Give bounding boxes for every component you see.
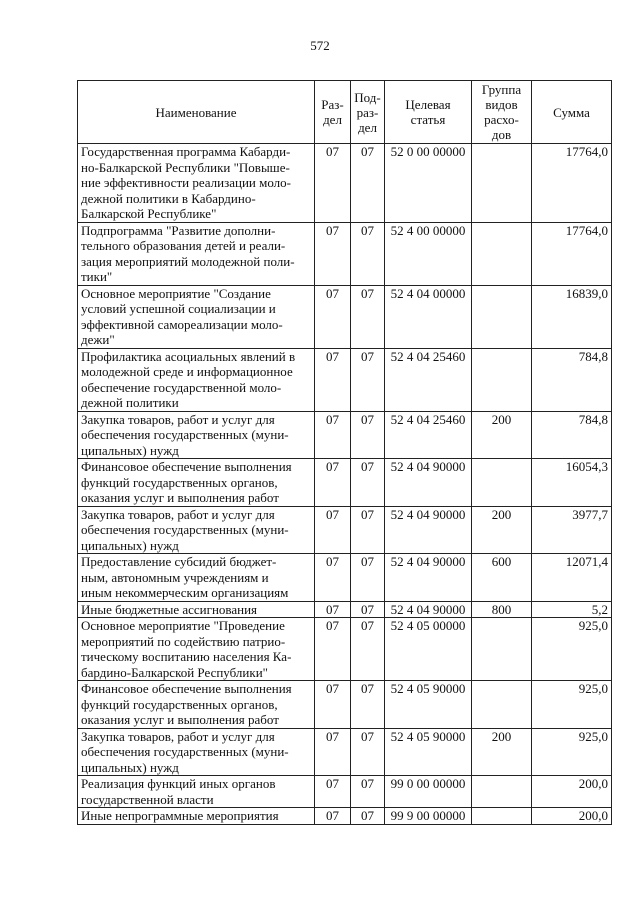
row-sum: 5,2	[532, 601, 612, 618]
table-row	[78, 222, 612, 285]
table-row	[78, 144, 612, 223]
row-sum: 784,8	[532, 411, 612, 459]
table-header-row	[78, 81, 612, 144]
header-name: Наименование	[78, 81, 315, 144]
row-name: Основное мероприятие "Проведение мероприятий по содействию патрио- тическому воспитанию населения Ка- бардино-Балкарской Республики"	[78, 618, 315, 681]
row-podrazdel: 07	[351, 728, 385, 776]
row-sum: 925,0	[532, 681, 612, 729]
table-row	[78, 506, 612, 554]
row-podrazdel: 07	[351, 222, 385, 285]
row-name: Подпрограмма "Развитие дополни- тельного образования детей и реали- зация мероприятий молодежной поли- тики"	[78, 222, 315, 285]
row-razdel: 07	[315, 808, 351, 825]
header-podrazdel: Под- раз- дел	[351, 81, 385, 144]
row-name: Закупка товаров, работ и услуг для обеспечения государственных (муни- ципальных) нужд	[78, 728, 315, 776]
table-row	[78, 728, 612, 776]
row-target: 52 4 05 00000	[385, 618, 472, 681]
row-razdel: 07	[315, 728, 351, 776]
row-podrazdel: 07	[351, 348, 385, 411]
page-number: 572	[310, 38, 330, 53]
row-target: 52 4 05 90000	[385, 681, 472, 729]
row-podrazdel: 07	[351, 618, 385, 681]
row-group	[472, 222, 532, 285]
row-name: Иные непрограммные мероприятия	[78, 808, 315, 825]
header-razdel: Раз- дел	[315, 81, 351, 144]
row-podrazdel: 07	[351, 506, 385, 554]
row-target: 99 0 00 00000	[385, 776, 472, 808]
row-target: 52 0 00 00000	[385, 144, 472, 223]
row-razdel: 07	[315, 554, 351, 602]
row-razdel: 07	[315, 618, 351, 681]
table-row	[78, 554, 612, 602]
row-podrazdel: 07	[351, 459, 385, 507]
row-sum: 925,0	[532, 728, 612, 776]
row-name: Закупка товаров, работ и услуг для обеспечения государственных (муни- ципальных) нужд	[78, 411, 315, 459]
row-name: Финансовое обеспечение выполнения функций государственных органов, оказания услуг и выполнения работ	[78, 681, 315, 729]
row-name: Государственная программа Кабарди- но-Балкарской Республики "Повыше- ние эффективности реализации моло- дежной политики в Кабардино- Балкарской Республике"	[78, 144, 315, 223]
table-row	[78, 285, 612, 348]
row-razdel: 07	[315, 506, 351, 554]
row-group: 200	[472, 411, 532, 459]
row-target: 99 9 00 00000	[385, 808, 472, 825]
row-group	[472, 459, 532, 507]
row-podrazdel: 07	[351, 285, 385, 348]
table-row	[78, 348, 612, 411]
row-name: Иные бюджетные ассигнования	[78, 601, 315, 618]
row-podrazdel: 07	[351, 554, 385, 602]
budget-table	[77, 80, 612, 825]
row-sum: 784,8	[532, 348, 612, 411]
row-sum: 200,0	[532, 776, 612, 808]
row-group: 800	[472, 601, 532, 618]
row-target: 52 4 04 25460	[385, 348, 472, 411]
row-name: Предоставление субсидий бюджет- ным, автономным учреждениям и иным некоммерческим организациям	[78, 554, 315, 602]
row-group	[472, 681, 532, 729]
row-target: 52 4 04 90000	[385, 506, 472, 554]
row-target: 52 4 04 00000	[385, 285, 472, 348]
row-podrazdel: 07	[351, 776, 385, 808]
row-razdel: 07	[315, 348, 351, 411]
row-sum: 16839,0	[532, 285, 612, 348]
row-name: Закупка товаров, работ и услуг для обеспечения государственных (муни- ципальных) нужд	[78, 506, 315, 554]
row-target: 52 4 00 00000	[385, 222, 472, 285]
row-name: Основное мероприятие "Создание условий успешной социализации и эффективной самореализации моло- дежи"	[78, 285, 315, 348]
table-row	[78, 776, 612, 808]
row-target: 52 4 04 90000	[385, 601, 472, 618]
table-row	[78, 681, 612, 729]
row-razdel: 07	[315, 681, 351, 729]
row-group	[472, 808, 532, 825]
row-podrazdel: 07	[351, 411, 385, 459]
row-razdel: 07	[315, 776, 351, 808]
table-row	[78, 459, 612, 507]
row-group	[472, 776, 532, 808]
row-name: Финансовое обеспечение выполнения функций государственных органов, оказания услуг и выполнения работ	[78, 459, 315, 507]
row-sum: 925,0	[532, 618, 612, 681]
row-razdel: 07	[315, 459, 351, 507]
table-row	[78, 618, 612, 681]
row-group: 200	[472, 506, 532, 554]
row-razdel: 07	[315, 285, 351, 348]
table-row	[78, 601, 612, 618]
row-group: 600	[472, 554, 532, 602]
row-group: 200	[472, 728, 532, 776]
row-name: Реализация функций иных органов государственной власти	[78, 776, 315, 808]
row-sum: 12071,4	[532, 554, 612, 602]
row-group	[472, 348, 532, 411]
row-razdel: 07	[315, 411, 351, 459]
row-podrazdel: 07	[351, 808, 385, 825]
row-target: 52 4 04 90000	[385, 554, 472, 602]
table-row	[78, 808, 612, 825]
row-podrazdel: 07	[351, 681, 385, 729]
table-row	[78, 411, 612, 459]
row-sum: 16054,3	[532, 459, 612, 507]
header-group: Группа видов расхо- дов	[472, 81, 532, 144]
header-target: Целевая статья	[385, 81, 472, 144]
row-group	[472, 144, 532, 223]
row-target: 52 4 04 90000	[385, 459, 472, 507]
row-razdel: 07	[315, 222, 351, 285]
header-sum: Сумма	[532, 81, 612, 144]
row-sum: 17764,0	[532, 144, 612, 223]
row-sum: 3977,7	[532, 506, 612, 554]
row-razdel: 07	[315, 144, 351, 223]
row-razdel: 07	[315, 601, 351, 618]
row-group	[472, 618, 532, 681]
row-sum: 200,0	[532, 808, 612, 825]
row-target: 52 4 04 25460	[385, 411, 472, 459]
row-group	[472, 285, 532, 348]
row-podrazdel: 07	[351, 601, 385, 618]
row-target: 52 4 05 90000	[385, 728, 472, 776]
row-sum: 17764,0	[532, 222, 612, 285]
row-podrazdel: 07	[351, 144, 385, 223]
row-name: Профилактика асоциальных явлений в молодежной среде и информационное обеспечение государственной моло- дежной политики	[78, 348, 315, 411]
